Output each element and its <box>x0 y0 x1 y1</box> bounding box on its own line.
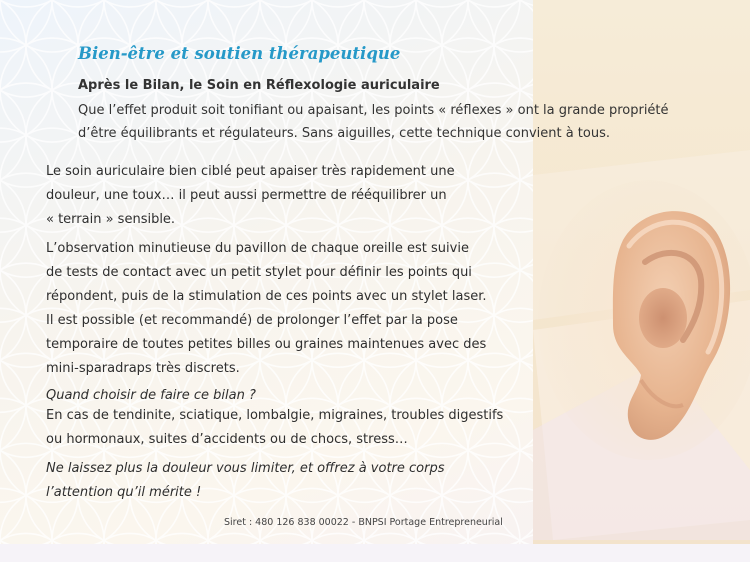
paragraph-line: de tests de contact avec un petit stylet pour définir les points qui <box>46 265 472 280</box>
subtitle: Après le Bilan, le Soin en Réflexologie auriculaire <box>78 78 440 93</box>
closing-paragraph <box>46 457 526 505</box>
closing-line: Ne laissez plus la douleur vous limiter, et offrez à votre corps <box>46 461 445 476</box>
paragraph-line: « terrain » sensible. <box>46 212 176 227</box>
paragraph-line: Il est possible (et recommandé) de prolonger l’effet par la pose <box>46 313 458 328</box>
paragraph-line: En cas de tendinite, sciatique, lombalgie, migraines, troubles digestifs <box>46 408 504 423</box>
footer-siret: Siret : 480 126 838 00022 - BNPSI Portage Entrepreneurial <box>224 517 503 528</box>
paragraph-line: L’observation minutieuse du pavillon de chaque oreille est suivie <box>46 241 469 256</box>
paragraph-line: temporaire de toutes petites billes ou graines maintenues avec des <box>46 337 487 352</box>
intro-line: d’être équilibrants et régulateurs. Sans aiguilles, cette technique convient à tous. <box>78 126 611 141</box>
paragraph-line: répondent, puis de la stimulation de ces points avec un stylet laser. <box>46 289 487 304</box>
paragraph-line: mini-sparadraps très discrets. <box>46 361 240 376</box>
paragraph-line: ou hormonaux, suites d’accidents ou de chocs, stress… <box>46 432 408 447</box>
paragraph-line: douleur, une toux… il peut aussi permettre de rééquilibrer un <box>46 188 447 203</box>
paragraph-line: Le soin auriculaire bien ciblé peut apaiser très rapidement une <box>46 164 455 179</box>
paragraph-indications <box>46 404 526 452</box>
intro-paragraph <box>78 99 728 145</box>
closing-line: l’attention qu’il mérite ! <box>46 485 202 500</box>
paragraph-observation <box>46 237 526 381</box>
page-title: Bien-être et soutien thérapeutique <box>78 44 401 63</box>
question-heading: Quand choisir de faire ce bilan ? <box>46 388 256 403</box>
paragraph-soin <box>46 160 526 232</box>
intro-line: Que l’effet produit soit tonifiant ou apaisant, les points « réflexes » ont la grande propriété <box>78 103 669 118</box>
